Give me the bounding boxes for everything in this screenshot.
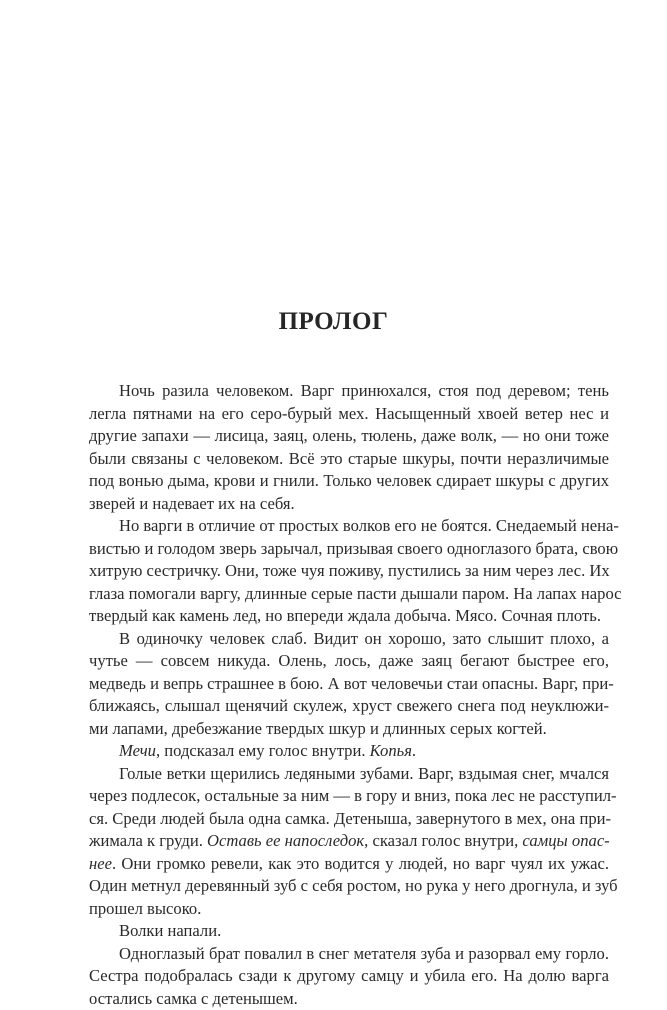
- text-line: [89, 583, 609, 606]
- text-line: [89, 763, 609, 786]
- text-segment: Одноглазый брат повалил в снег метателя зуба и разорвал ему горло.: [119, 944, 609, 963]
- text-segment: .: [412, 741, 416, 760]
- text-segment: прошел высоко.: [89, 899, 201, 918]
- text-line: [89, 988, 609, 1010]
- text-segment: Ночь разила человеком. Варг принюхался, стоя под деревом; тень: [119, 381, 609, 400]
- text-segment: были связаны с человеком. Всё это старые шкуры, почти неразличимые: [89, 449, 609, 468]
- italic-text: нее: [89, 854, 112, 873]
- text-line: [89, 965, 609, 988]
- text-segment: Один метнул деревянный зуб с себя ростом, но рука у него дрогнула, и зуб: [89, 876, 618, 895]
- text-segment: легла пятнами на его серо-бурый мех. Насыщенный хвоей ветер нес и: [89, 404, 609, 423]
- text-segment: Волки напали.: [119, 921, 221, 940]
- text-line: [89, 403, 609, 426]
- text-line: [89, 853, 609, 876]
- text-segment: под вонью дыма, крови и гнили. Только человек сдирает шкуры с других: [89, 471, 609, 490]
- text-line: [89, 673, 609, 696]
- text-segment: чутье — совсем никуда. Олень, лось, даже заяц бегают быстрее его,: [89, 651, 609, 670]
- text-line: [89, 628, 609, 651]
- text-line: [89, 830, 609, 853]
- italic-text: Копья: [370, 741, 412, 760]
- text-segment: Сестра подобралась сзади к другому самцу и убила его. На долю варга: [89, 966, 609, 985]
- text-segment: другие запахи — лисица, заяц, олень, тюлень, даже волк, — но они тоже: [89, 426, 609, 445]
- text-line: [89, 448, 609, 471]
- text-segment: , сказал голос внутри,: [364, 831, 522, 850]
- text-segment: хитрую сестричку. Они, тоже чуя поживу, пустились за ним через лес. Их: [89, 561, 610, 580]
- text-line: [89, 380, 609, 403]
- text-segment: твердый как камень лед, но впереди ждала добыча. Мясо. Сочная плоть.: [89, 606, 601, 625]
- text-line: [89, 718, 609, 741]
- text-line: [89, 898, 609, 921]
- text-segment: остались самка с детенышем.: [89, 989, 298, 1008]
- text-line: [89, 695, 609, 718]
- text-segment: ближаясь, слышал щенячий скулеж, хруст свежего снега под неуклюжи-: [89, 696, 609, 715]
- text-line: [89, 493, 609, 516]
- text-segment: глаза помогали варгу, длинные серые пасти дышали паром. На лапах нарос: [89, 584, 622, 603]
- text-segment: жимала к груди.: [89, 831, 207, 850]
- text-segment: ся. Среди людей была одна самка. Детеныша, завернутого в мех, она при-: [89, 809, 611, 828]
- text-line: [89, 920, 609, 943]
- text-line: [89, 740, 609, 763]
- italic-text: Оставь ее напоследок: [207, 831, 364, 850]
- text-line: [89, 425, 609, 448]
- text-segment: через подлесок, остальные за ним — в гору и вниз, пока лес не расступил-: [89, 786, 617, 805]
- text-line: [89, 943, 609, 966]
- text-segment: вистью и голодом зверь зарычал, призывая своего одноглазого брата, свою: [89, 539, 618, 558]
- text-line: [89, 808, 609, 831]
- text-line: [89, 560, 609, 583]
- text-segment: медведь и вепрь страшнее в бою. А вот человечьи стаи опасны. Варг, при-: [89, 674, 614, 693]
- text-segment: . Они громко ревели, как это водится у людей, но варг чуял их ужас.: [112, 854, 609, 873]
- text-segment: Но варги в отличие от простых волков его не боятся. Снедаемый нена-: [119, 516, 619, 535]
- text-line: [89, 470, 609, 493]
- text-line: [89, 650, 609, 673]
- text-line: [89, 785, 609, 808]
- text-line: [89, 875, 609, 898]
- text-segment: ми лапами, дребезжание твердых шкур и длинных серых когтей.: [89, 719, 547, 738]
- text-segment: , подсказал ему голос внутри.: [156, 741, 370, 760]
- text-line: [89, 515, 609, 538]
- italic-text: самцы опас-: [522, 831, 609, 850]
- body-text: [89, 380, 609, 1010]
- text-segment: В одиночку человек слаб. Видит он хорошо, зато слышит плохо, а: [119, 629, 609, 648]
- italic-text: Мечи: [119, 741, 156, 760]
- chapter-title: ПРОЛОГ: [0, 308, 667, 336]
- text-line: [89, 605, 609, 628]
- text-segment: зверей и надевает их на себя.: [89, 494, 295, 513]
- text-segment: Голые ветки щерились ледяными зубами. Варг, вздымая снег, мчался: [119, 764, 609, 783]
- text-line: [89, 538, 609, 561]
